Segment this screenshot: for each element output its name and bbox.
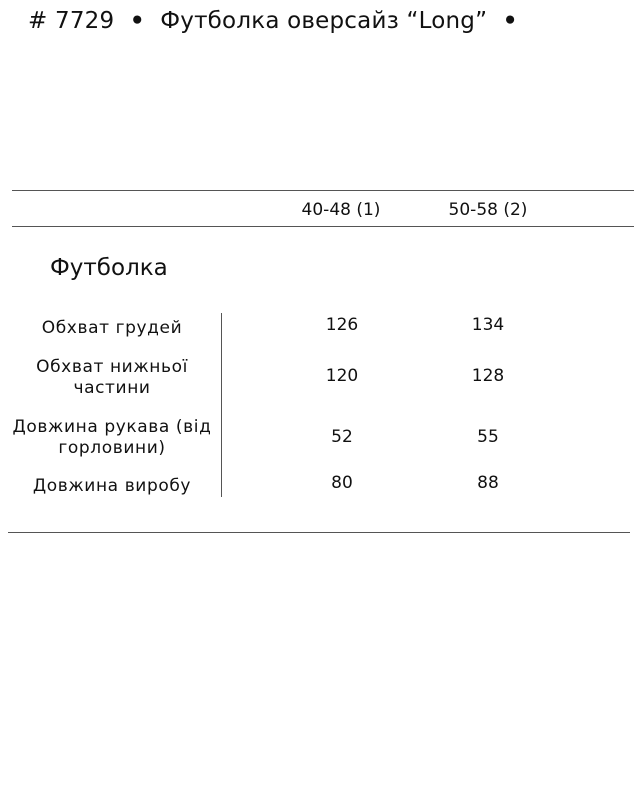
cell-length-size1: 80	[331, 473, 353, 493]
product-title	[28, 8, 526, 34]
section-title: Футболка	[50, 255, 168, 281]
label-divider	[221, 313, 222, 497]
table-bottom-rule	[8, 532, 630, 533]
cell-length-size2: 88	[477, 473, 499, 493]
row-label-sleeve: Довжина рукава (від горловини)	[12, 417, 212, 458]
cell-sleeve-size2: 55	[477, 427, 499, 447]
product-code: # 7729	[28, 8, 115, 34]
row-label-chest: Обхват грудей	[41, 318, 183, 338]
cell-chest-size1: 126	[325, 315, 359, 335]
row-label-hem: Обхват нижньої частини	[36, 357, 188, 398]
separator-dot: •	[129, 8, 145, 34]
cell-hem-size1: 120	[325, 366, 359, 386]
trailing-dot: •	[502, 8, 518, 34]
row-label-length: Довжина виробу	[32, 476, 192, 496]
size-header-2: 50-58 (2)	[448, 200, 528, 220]
cell-hem-size2: 128	[471, 366, 505, 386]
cell-chest-size2: 134	[471, 315, 505, 335]
cell-sleeve-size1: 52	[331, 427, 353, 447]
header-bottom-rule	[12, 226, 634, 227]
product-name: Футболка оверсайз “Long”	[160, 8, 488, 34]
size-header-1: 40-48 (1)	[301, 200, 381, 220]
table-top-rule	[12, 190, 634, 191]
